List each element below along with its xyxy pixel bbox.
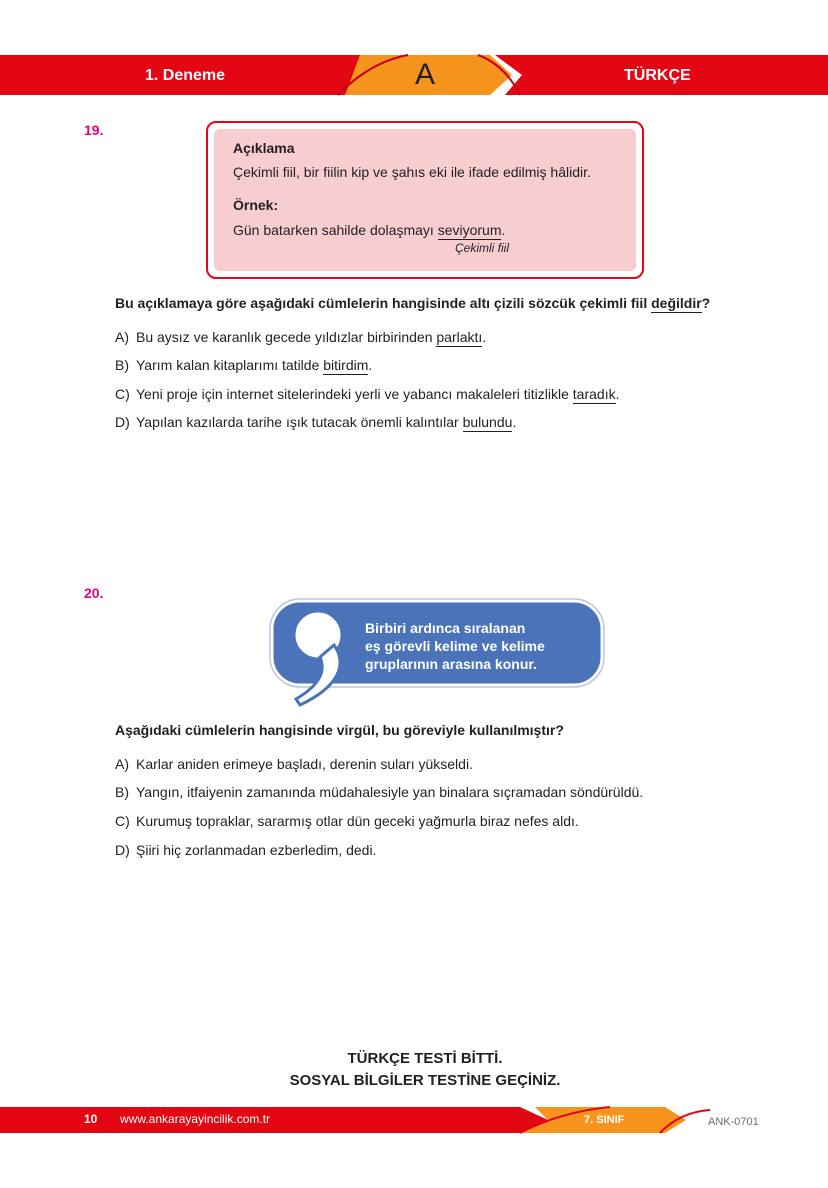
option-text: Karlar aniden erimeye başladı, derenin suları yükseldi. [136, 756, 473, 772]
option-text: Yangın, itfaiyenin zamanında müdahalesiyle yan binalara sıçramadan söndürüldü. [136, 784, 644, 800]
option-letter: D) [115, 842, 130, 858]
option-letter: C) [115, 813, 130, 829]
option-punctuation: . [368, 357, 373, 373]
test-end-line-1: TÜRKÇE TESTİ BİTTİ. [347, 1050, 503, 1067]
question-19-stem [115, 295, 710, 311]
question-20-stem: Aşağıdaki cümlelerin hangisinde virgül, bu göreviyle kullanılmıştır? [115, 722, 564, 738]
q19-option-a[interactable] [115, 329, 486, 345]
explanation-text: Çekimli fiil, bir fiilin kip ve şahıs eki ile ifade edilmiş hâlidir. [233, 164, 591, 180]
subject-title: TÜRKÇE [624, 67, 691, 84]
option-letter: D) [115, 414, 130, 430]
stem-text: Bu açıklamaya göre aşağıdaki cümlelerin hangisinde altı çizili sözcük çekimli fiil [115, 295, 652, 311]
question-number-20: 20. [84, 585, 104, 601]
q19-option-b[interactable] [115, 357, 372, 373]
example-punctuation: . [501, 222, 506, 238]
example-title: Örnek: [233, 197, 279, 213]
option-text: Bu aysız ve karanlık gecede yıldızlar birbirinden [136, 329, 437, 345]
q20-option-b[interactable] [115, 784, 643, 800]
booklet-code: ANK-0701 [708, 1116, 759, 1128]
option-underlined-word: parlaktı [436, 329, 483, 345]
stem-underlined-word: değildir [651, 295, 702, 311]
example-sentence [233, 222, 505, 238]
q19-option-d[interactable] [115, 414, 516, 430]
comma-rule-text [365, 619, 545, 673]
section-title: 1. Deneme [145, 67, 226, 84]
option-underlined-word: bitirdim [323, 357, 369, 373]
option-letter: C) [115, 386, 130, 402]
option-text: Şiiri hiç zorlanmadan ezberledim, dedi. [136, 842, 377, 858]
explanation-title: Açıklama [233, 140, 295, 156]
test-end-line-2: SOSYAL BİLGİLER TESTİNE GEÇİNİZ. [289, 1072, 561, 1089]
example-text: Gün batarken sahilde dolaşmayı [233, 222, 438, 238]
option-text: Yeni proje için internet sitelerindeki yerli ve yabancı makaleleri titizlikle [136, 386, 573, 402]
option-punctuation: . [615, 386, 620, 402]
option-punctuation: . [512, 414, 517, 430]
header-band [0, 0, 828, 110]
option-underlined-word: bulundu [462, 414, 513, 430]
stem-punctuation: ? [701, 295, 711, 311]
option-letter: B) [115, 784, 129, 800]
publisher-url[interactable]: www.ankarayayincilik.com.tr [120, 1112, 271, 1126]
option-punctuation: . [482, 329, 487, 345]
option-letter: B) [115, 357, 129, 373]
q19-option-c[interactable] [115, 386, 620, 402]
option-text: Yarım kalan kitaplarımı tatilde [136, 357, 324, 373]
page-number: 10 [84, 1112, 98, 1126]
grade-label: 7. SINIF [584, 1114, 625, 1126]
example-note: Çekimli fiil [455, 241, 509, 255]
option-text: Kurumuş topraklar, sararmış otlar dün geceki yağmurla biraz nefes aldı. [136, 813, 579, 829]
bubble-line: gruplarının arasına konur. [365, 656, 537, 672]
q20-option-c[interactable] [115, 813, 579, 829]
example-underlined-word: seviyorum [437, 222, 502, 238]
option-letter: A) [115, 756, 129, 772]
option-letter: A) [115, 329, 129, 345]
question-number-19: 19. [84, 122, 104, 138]
booklet-letter: A [414, 58, 435, 91]
option-underlined-word: taradık [572, 386, 616, 402]
bubble-line: eş görevli kelime ve kelime [365, 638, 545, 654]
bubble-line: Birbiri ardınca sıralanan [365, 620, 526, 636]
option-text: Yapılan kazılarda tarihe ışık tutacak önemli kalıntılar [136, 414, 463, 430]
q20-option-d[interactable] [115, 842, 376, 858]
q20-option-a[interactable] [115, 756, 473, 772]
